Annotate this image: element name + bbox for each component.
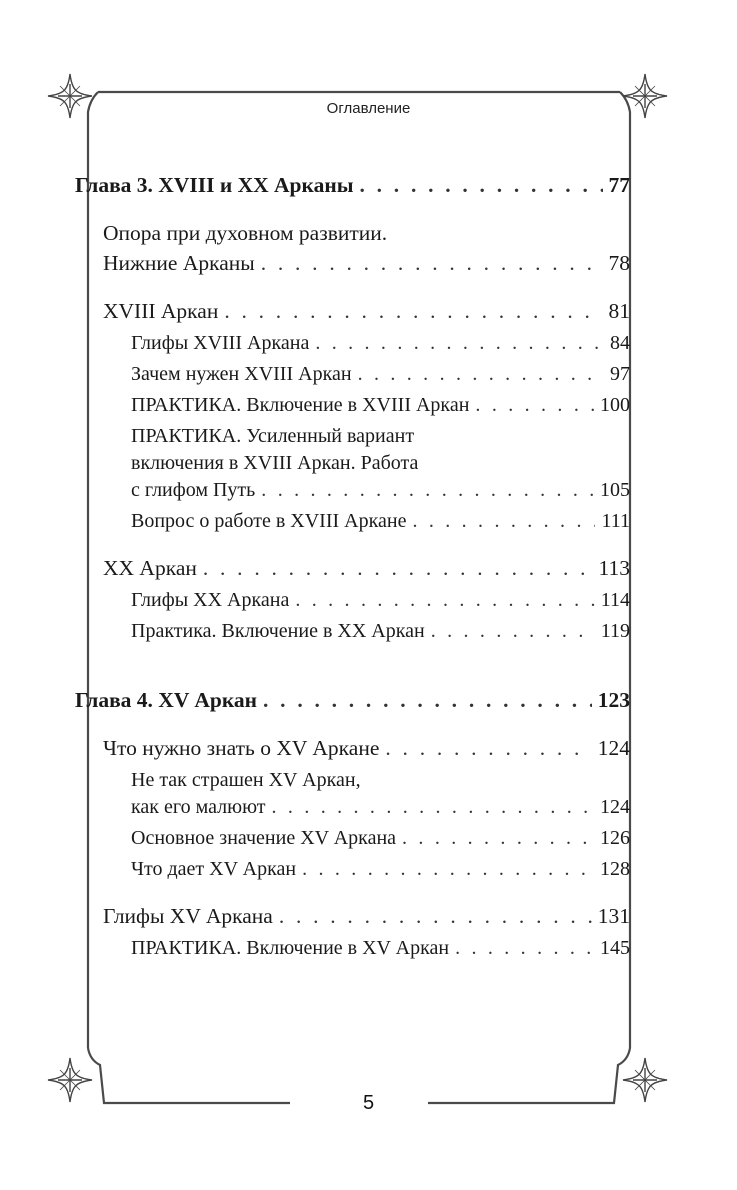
toc-entry-title-line: включения в XVIII Аркан. Работа <box>131 452 419 474</box>
dot-leader <box>224 296 602 326</box>
toc-entry[interactable] <box>131 361 630 388</box>
dot-leader <box>455 935 594 962</box>
toc-page-number: 145 <box>600 937 630 959</box>
toc-entry-title: Глифы XX Аркана <box>131 589 290 611</box>
toc-entry-title: XVIII Аркан <box>103 299 219 323</box>
toc-entry[interactable] <box>131 587 630 614</box>
toc-entry-title: Основное значение XV Аркана <box>131 827 397 849</box>
toc-entry-title: ПРАКТИКА. Включение в XVIII Аркан <box>131 394 470 416</box>
toc-page-number: 81 <box>608 299 630 323</box>
toc-page-number: 113 <box>598 556 630 580</box>
toc-entry[interactable] <box>131 935 630 962</box>
toc-entry[interactable] <box>103 901 630 931</box>
toc-entry-title: Нижние Арканы <box>103 251 255 275</box>
dot-leader <box>402 825 594 852</box>
toc-page-number: 124 <box>597 736 630 760</box>
toc-page-number: 78 <box>608 251 630 275</box>
dot-leader <box>360 170 603 200</box>
toc-page-number: 119 <box>600 620 630 642</box>
toc-entry[interactable] <box>131 423 630 504</box>
toc-entry-title: Глава 3. XVIII и XX Арканы <box>75 173 354 197</box>
toc-entry-title: как его малюют <box>131 796 266 818</box>
toc-page-number: 77 <box>608 173 630 197</box>
dot-leader <box>263 685 592 715</box>
toc-page-number: 126 <box>600 827 630 849</box>
toc-entry-title: Глифы XVIII Аркана <box>131 332 310 354</box>
toc-entry-title: с глифом Путь <box>131 479 256 501</box>
dot-leader <box>261 477 594 504</box>
dot-leader <box>203 553 593 583</box>
dot-leader <box>302 856 594 883</box>
toc-entry[interactable] <box>131 508 630 535</box>
toc-entry[interactable] <box>131 392 630 419</box>
toc-page-number: 124 <box>600 796 630 818</box>
toc-entry[interactable] <box>103 296 630 326</box>
dot-leader <box>295 587 594 614</box>
running-header-title: Оглавление <box>326 100 411 117</box>
toc-entry-title-line: Не так страшен XV Аркан, <box>131 769 361 791</box>
toc-entry-title-line: Опора при духовном развитии. <box>103 221 388 245</box>
toc-entry-title: XX Аркан <box>103 556 197 580</box>
toc-entry[interactable] <box>75 170 630 200</box>
toc-page-number: 84 <box>610 332 630 354</box>
dot-leader <box>315 330 604 357</box>
dot-leader <box>261 248 603 278</box>
toc-page-number: 131 <box>597 904 630 928</box>
dot-leader <box>358 361 604 388</box>
toc-page-number: 111 <box>601 510 630 532</box>
toc-entry-title: Зачем нужен XVIII Аркан <box>131 363 352 385</box>
toc-entry[interactable] <box>103 553 630 583</box>
toc-entry-title: ПРАКТИКА. Включение в XV Аркан <box>131 937 450 959</box>
toc-entry-title: Вопрос о работе в XVIII Аркане <box>131 510 407 532</box>
dot-leader <box>431 618 595 645</box>
toc-entry-title: Что дает XV Аркан <box>131 858 297 880</box>
toc-entry-title: Что нужно знать о XV Аркане <box>103 736 380 760</box>
toc-entry-title-line: ПРАКТИКА. Усиленный вариант <box>131 425 415 447</box>
toc-entry-title: Глава 4. XV Аркан <box>75 688 258 712</box>
toc-page-number: 123 <box>597 688 630 712</box>
toc-entry[interactable] <box>103 733 630 763</box>
toc-page-number: 105 <box>600 479 630 501</box>
toc-page-number: 100 <box>600 394 630 416</box>
page-number: 5 <box>362 1092 375 1114</box>
dot-leader <box>279 901 592 931</box>
toc-entry[interactable] <box>103 218 630 278</box>
toc-entry[interactable] <box>131 856 630 883</box>
toc-entry-title: Практика. Включение в XX Аркан <box>131 620 425 642</box>
toc-entry-title: Глифы XV Аркана <box>103 904 273 928</box>
toc-page-number: 128 <box>600 858 630 880</box>
toc-entry[interactable] <box>75 685 630 715</box>
toc-entry[interactable] <box>131 767 630 821</box>
table-of-contents <box>75 170 630 962</box>
dot-leader <box>412 508 595 535</box>
dot-leader <box>385 733 591 763</box>
toc-entry[interactable] <box>131 825 630 852</box>
dot-leader <box>475 392 594 419</box>
dot-leader <box>272 794 594 821</box>
toc-page-number: 97 <box>610 363 630 385</box>
toc-page-number: 114 <box>600 589 630 611</box>
toc-entry[interactable] <box>131 330 630 357</box>
toc-entry[interactable] <box>131 618 630 645</box>
